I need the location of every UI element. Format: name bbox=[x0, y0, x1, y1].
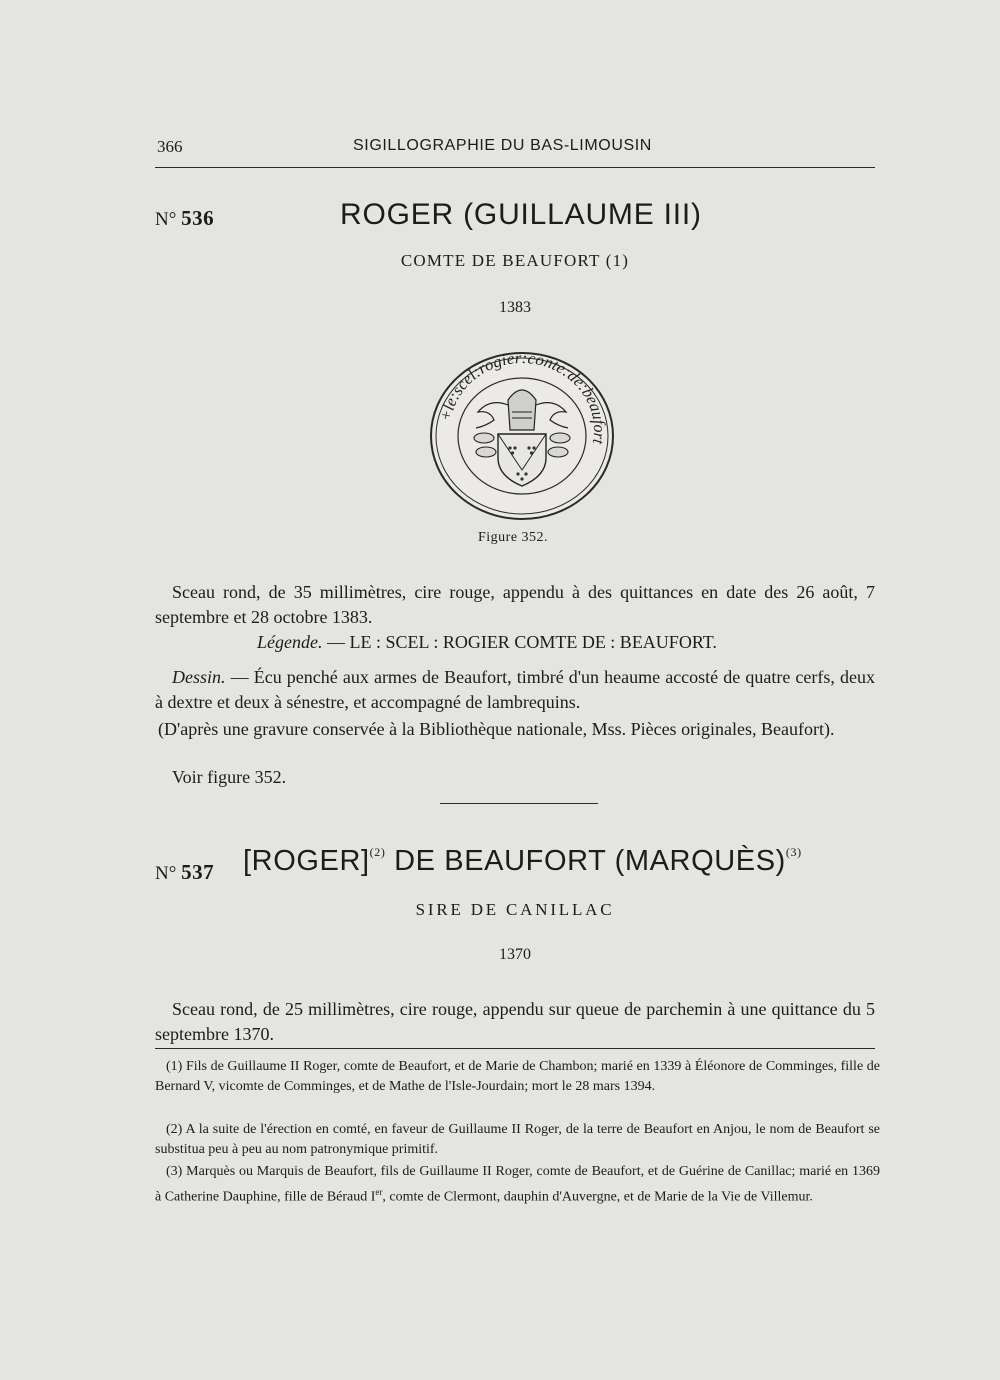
section-divider bbox=[440, 803, 598, 804]
footnote-3: (3) Marquès ou Marquis de Beaufort, fils de Guillaume II Roger, comte de Beaufort, et de Guérine de Canillac; marié en 1369 à Catherine Dauphine, fille de Béraud Ier, comte de Clermont, dauphin d'Auvergne, et de Marie de la Vie de Villemur. bbox=[155, 1164, 880, 1205]
footnote-2: (2) A la suite de l'érection en comté, en faveur de Guillaume II Roger, de la terre de Beaufort en Anjou, le nom de Beaufort se substitua peu à peu au nom patronymique primitif. bbox=[155, 1122, 880, 1157]
seal-description-2: Sceau rond, de 25 millimètres, cire rouge, appendu sur queue de parchemin à une quittance du 5 septembre 1370. bbox=[155, 999, 875, 1044]
seal-description: Sceau rond, de 35 millimètres, cire rouge, appendu à des quittances en date des 26 août, 7 septembre et 28 octobre 1383. bbox=[155, 582, 875, 627]
footnote-ref-3: (3) bbox=[785, 845, 802, 859]
footnote-rule bbox=[155, 1048, 875, 1049]
entry-title: ROGER (GUILLAUME III) bbox=[340, 198, 702, 231]
entry-year-2: 1370 bbox=[499, 946, 531, 963]
drawing-paragraph bbox=[155, 665, 875, 715]
seal-image bbox=[428, 350, 616, 522]
header-rule bbox=[155, 167, 875, 168]
page-number: 366 bbox=[157, 137, 183, 156]
footnote-ref-2: (2) bbox=[369, 845, 386, 859]
drawing-label: Dessin. bbox=[172, 667, 226, 687]
drawing-text: — Écu penché aux armes de Beaufort, timbré d'un heaume accosté de quatre cerfs, deux à dextre et deux à sénestre, et accompagné de lambrequins. bbox=[155, 667, 875, 712]
legend-paragraph bbox=[155, 630, 875, 655]
legend-label: Légende. bbox=[257, 632, 323, 652]
entry-subtitle-2: SIRE DE CANILLAC bbox=[415, 900, 615, 919]
see-figure: Voir figure 352. bbox=[172, 767, 287, 787]
entry-title-2: [ROGER]$^{(2)}$ DE BEAUFORT (MARQUÈS)$^{(3)}$ bbox=[243, 845, 802, 877]
running-title: SIGILLOGRAPHIE DU BAS-LIMOUSIN bbox=[353, 137, 652, 154]
entry-subtitle: COMTE DE BEAUFORT (1) bbox=[400, 251, 630, 270]
entry-year: 1383 bbox=[499, 299, 531, 316]
entry-number-537: N° 537 bbox=[155, 860, 215, 884]
page-header bbox=[155, 134, 875, 164]
source-paragraph: (D'après une gravure conservée à la Bibliothèque nationale, Mss. Pièces originales, Beaufort). bbox=[158, 719, 835, 739]
figure-caption: Figure 352. bbox=[478, 530, 549, 545]
footnote-1: (1) Fils de Guillaume II Roger, comte de Beaufort, et de Marie de Chambon; marié en 1339 à Éléonore de Comminges, fille de Bernard V, vicomte de Comminges, et de Mathe de l'Isle-Jourdain; mort le 28 mars 1394. bbox=[155, 1059, 880, 1094]
legend-text: — LE : SCEL : ROGIER COMTE DE : BEAUFORT. bbox=[322, 632, 717, 652]
entry-number-536: N° 536 bbox=[155, 206, 215, 230]
svg-text:+le:scel:rogier:conte:de:beauf: +le:scel:rogier:conte:de:beaufort bbox=[435, 350, 610, 446]
